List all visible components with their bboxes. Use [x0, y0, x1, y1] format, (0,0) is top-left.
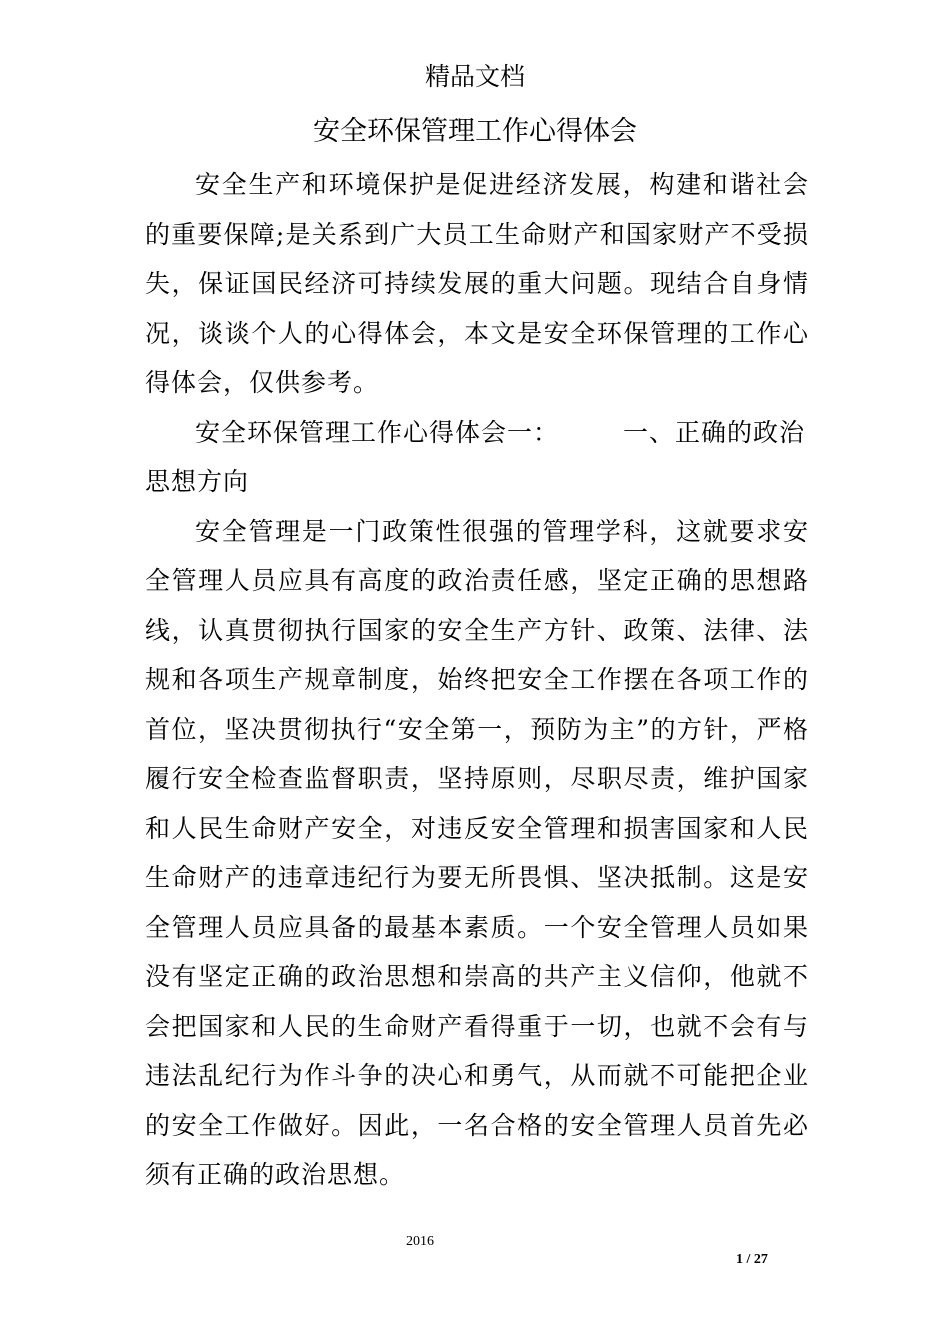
section-heading-title: 安全环保管理工作心得体会一： [195, 417, 560, 447]
page-header-label: 精品文档 [424, 62, 525, 91]
section-heading-subtitle: 一、正确的政治思想方向 [145, 417, 806, 496]
intro-paragraph: 安全生产和环境保护是促进经济发展，构建和谐社会的重要保障;是关系到广大员工生命财产和国家财产不受损失，保证国民经济可持续发展的重大问题。现结合自身情况，谈谈个人的心得体会，本文是安全环保管理的工作心得体会，仅供参考。 [145, 170, 809, 397]
page-number: 1 / 27 [736, 1252, 768, 1267]
document-title: 安全环保管理工作心得体会 [313, 116, 637, 147]
document-body [145, 160, 809, 1200]
footer-year: 2016 [406, 1234, 434, 1249]
section-heading [145, 408, 809, 507]
body-paragraph: 安全管理是一门政策性很强的管理学科，这就要求安全管理人员应具有高度的政治责任感，坚定正确的思想路线，认真贯彻执行国家的安全生产方针、政策、法律、法规和各项生产规章制度，始终把安全工作摆在各项工作的首位，坚决贯彻执行“安全第一，预防为主”的方针，严格履行安全检查监督职责，坚持原则，尽职尽责，维护国家和人民生命财产安全，对违反安全管理和损害国家和人民生命财产的违章违纪行为要无所畏惧、坚决抵制。这是安全管理人员应具备的最基本素质。一个安全管理人员如果没有坚定正确的政治思想和崇高的共产主义信仰，他就不会把国家和人民的生命财产看得重于一切，也就不会有与违法乱纪行为作斗争的决心和勇气，从而就不可能把企业的安全工作做好。因此，一名合格的安全管理人员首先必须有正确的政治思想。 [145, 516, 809, 1189]
